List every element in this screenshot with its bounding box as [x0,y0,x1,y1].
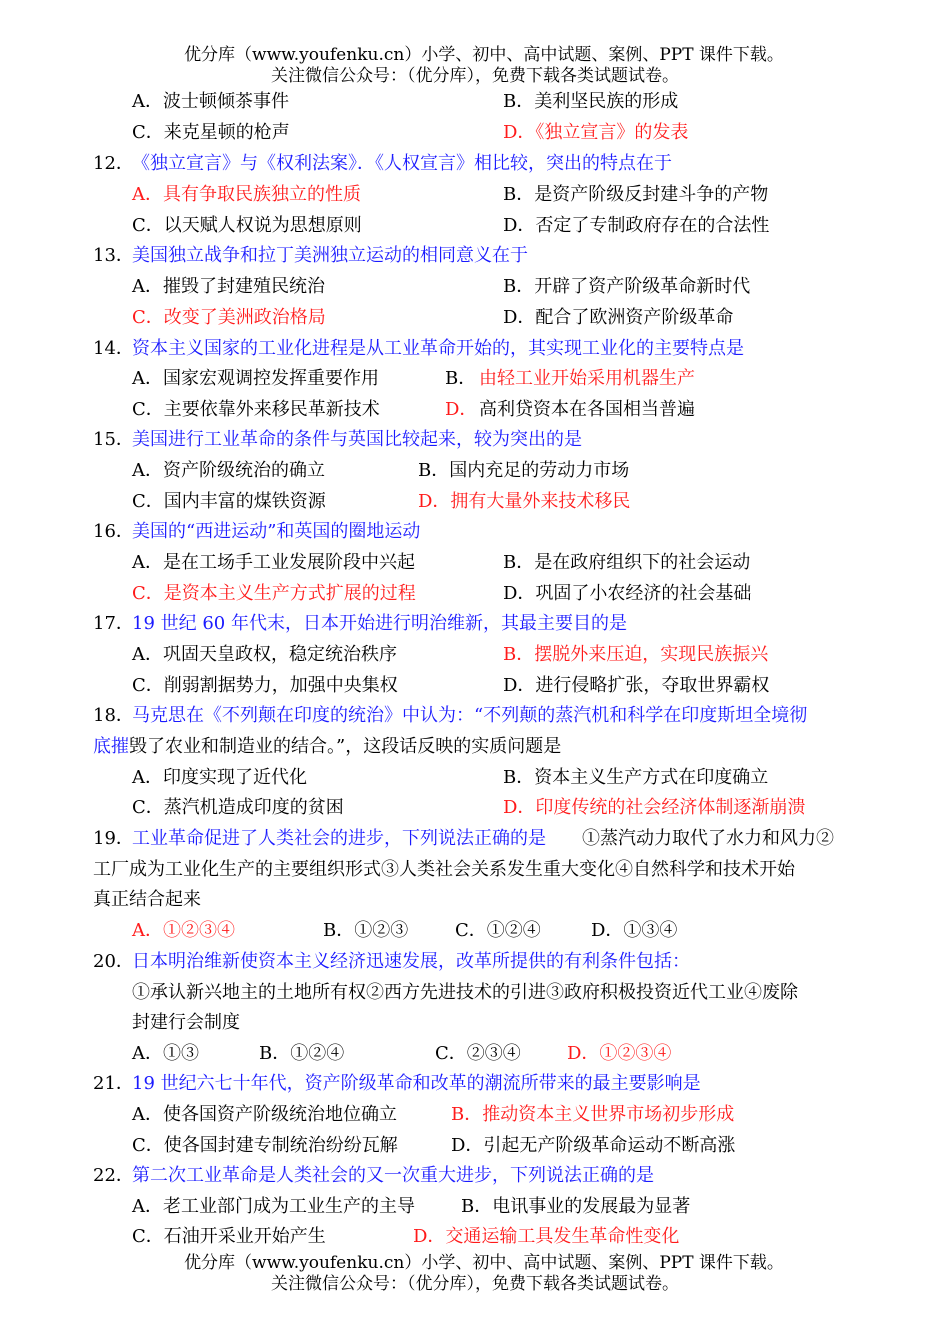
q18-stem-text-2b: 毁了农业和制造业的结合。”，这段话反映的实质问题是 [129,736,562,757]
q11-option-b: B．美利坚民族的形成 [503,91,679,112]
q13-option-a: A．摧毁了封建殖民统治 [132,276,325,297]
q14-option-a: A．国家宏观调控发挥重要作用 [132,368,379,389]
q22-option-b: B．电讯事业的发展最为显著 [461,1196,691,1217]
q22-option-d: D．交通运输工具发生革命性变化 [413,1226,680,1247]
q17-stem-text: 19 世纪 60 年代末，日本开始进行明治维新，其最主要目的是 [132,613,627,634]
q16-number: 16． [93,521,134,542]
q17-number: 17． [93,613,134,634]
q17-option-b: B．摆脱外来压迫，实现民族振兴 [503,644,769,665]
q21-option-c: C．使各国封建专制统治纷纷瓦解 [132,1135,398,1156]
q22-stem-text: 第二次工业革命是人类社会的又一次重大进步，下列说法正确的是 [132,1165,654,1186]
q22-option-a: A．老工业部门成为工业生产的主导 [132,1196,415,1217]
q12-option-b: B．是资产阶级反封建斗争的产物 [503,184,769,205]
q20-option-c: C．②③④ [435,1043,521,1064]
q19-number: 19． [93,828,134,849]
q14-stem-text: 资本主义国家的工业化进程是从工业革命开始的，其实现工业化的主要特点是 [132,338,744,359]
q18-option-d: D．印度传统的社会经济体制逐渐崩溃 [503,797,806,818]
q13-stem-text: 美国独立战争和拉丁美洲独立运动的相同意义在于 [132,245,528,266]
q21-option-d: D．引起无产阶级革命运动不断高涨 [451,1135,736,1156]
q22-option-c: C．石油开采业开始产生 [132,1226,326,1247]
q15-option-c: C．国内丰富的煤铁资源 [132,491,326,512]
q14-option-b-text: 由轻工业开始采用机器生产 [479,368,695,389]
q18-stem-text-1: 马克思在《不列颠在印度的统治》中认为：“不列颠的蒸汽机和科学在印度斯坦全境彻 [132,705,808,726]
footer-line-1: 优分库（www.youfenku.cn）小学、初中、高中试题、案例、PPT 课件下载。 [184,1253,784,1273]
q11-option-d: D．《独立宣言》的发表 [503,122,689,143]
q19-stem-text-2: 工厂成为工业化生产的主要组织形式③人类社会关系发生重大变化④自然科学和技术开始 [93,859,795,880]
q18-option-a: A．印度实现了近代化 [132,767,307,788]
q21-option-a: A．使各国资产阶级统治地位确立 [132,1104,397,1125]
q16-option-a: A．是在工场手工业发展阶段中兴起 [132,552,415,573]
q21-option-b: B．推动资本主义世界市场初步形成 [451,1104,735,1125]
q19-stem-text-3: 真正结合起来 [93,889,201,910]
q16-option-c: C．是资本主义生产方式扩展的过程 [132,583,416,604]
q14-option-c: C．主要依靠外来移民革新技术 [132,399,380,420]
q11-option-a: A．波士顿倾茶事件 [132,91,289,112]
q17-option-a: A．巩固天皇政权，稳定统治秩序 [132,644,397,665]
page-footer [0,1253,950,1295]
q18-option-c: C．蒸汽机造成印度的贫困 [132,797,344,818]
q15-option-d: D．拥有大量外来技术移民 [418,491,631,512]
q12-option-a: A．具有争取民族独立的性质 [132,184,361,205]
q21-number: 21． [93,1073,134,1094]
q20-option-d: D．①②③④ [567,1043,672,1064]
q19-option-a: A．①②③④ [132,920,235,941]
q20-stem-text-3: 封建行会制度 [132,1012,240,1033]
header-line-1: 优分库（www.youfenku.cn）小学、初中、高中试题、案例、PPT 课件下载。 [184,45,784,65]
q13-number: 13． [93,245,134,266]
q15-stem-text: 美国进行工业革命的条件与英国比较起来，较为突出的是 [132,429,582,450]
header-line-2: 关注微信公众号：（优分库），免费下载各类试题试卷。 [271,66,679,86]
q21-stem-text: 19 世纪六七十年代，资产阶级革命和改革的潮流所带来的最主要影响是 [132,1073,701,1094]
q18-option-b: B．资本主义生产方式在印度确立 [503,767,769,788]
q20-number: 20． [93,951,134,972]
q12-number: 12． [93,153,134,174]
q19-option-d: D．①③④ [591,920,678,941]
q12-option-c: C．以天赋人权说为思想原则 [132,215,362,236]
q13-option-b: B．开辟了资产阶级革命新时代 [503,276,751,297]
q14-option-d-text: 高利贷资本在各国相当普遍 [479,399,695,420]
q13-option-c: C．改变了美洲政治格局 [132,307,326,328]
q12-option-d: D．否定了专制政府存在的合法性 [503,215,770,236]
q20-stem-text: 日本明治维新使资本主义经济迅速发展，改革所提供的有利条件包括： [132,951,690,972]
q19-option-c: C．①②④ [455,920,541,941]
q16-option-d: D．巩固了小农经济的社会基础 [503,583,752,604]
q19-stem-text-1b: ①蒸汽动力取代了水力和风力② [582,828,834,849]
q14-option-d-label: D． [445,399,478,420]
q18-number: 18． [93,705,134,726]
q14-option-b-label: B． [445,368,477,389]
q11-option-c: C．来克星顿的枪声 [132,122,290,143]
page-header [0,45,950,87]
q15-option-b: B．国内充足的劳动力市场 [418,460,630,481]
q14-number: 14． [93,338,134,359]
q19-option-b: B．①②③ [323,920,409,941]
q19-stem-text-1a: 工业革命促进了人类社会的进步，下列说法正确的是 [132,828,546,849]
q17-option-d: D．进行侵略扩张，夺取世界霸权 [503,675,770,696]
q16-option-b: B．是在政府组织下的社会运动 [503,552,751,573]
q20-stem-text-2: ①承认新兴地主的土地所有权②西方先进技术的引进③政府积极投资近代工业④废除 [132,982,798,1003]
q15-number: 15． [93,429,134,450]
q20-option-b: B．①②④ [259,1043,345,1064]
q22-number: 22． [93,1165,134,1186]
q16-stem-text: 美国的“西进运动”和英国的圈地运动 [132,521,421,542]
q17-option-c: C．削弱割据势力，加强中央集权 [132,675,398,696]
q13-option-d: D．配合了欧洲资产阶级革命 [503,307,734,328]
q12-stem-text: 《独立宣言》与《权利法案》．《人权宣言》相比较，突出的特点在于 [132,153,672,174]
q18-stem-text-2a: 底摧 [93,736,129,757]
footer-line-2: 关注微信公众号：（优分库），免费下载各类试题试卷。 [271,1274,679,1294]
q20-option-a: A．①③ [132,1043,199,1064]
q15-option-a: A．资产阶级统治的确立 [132,460,325,481]
